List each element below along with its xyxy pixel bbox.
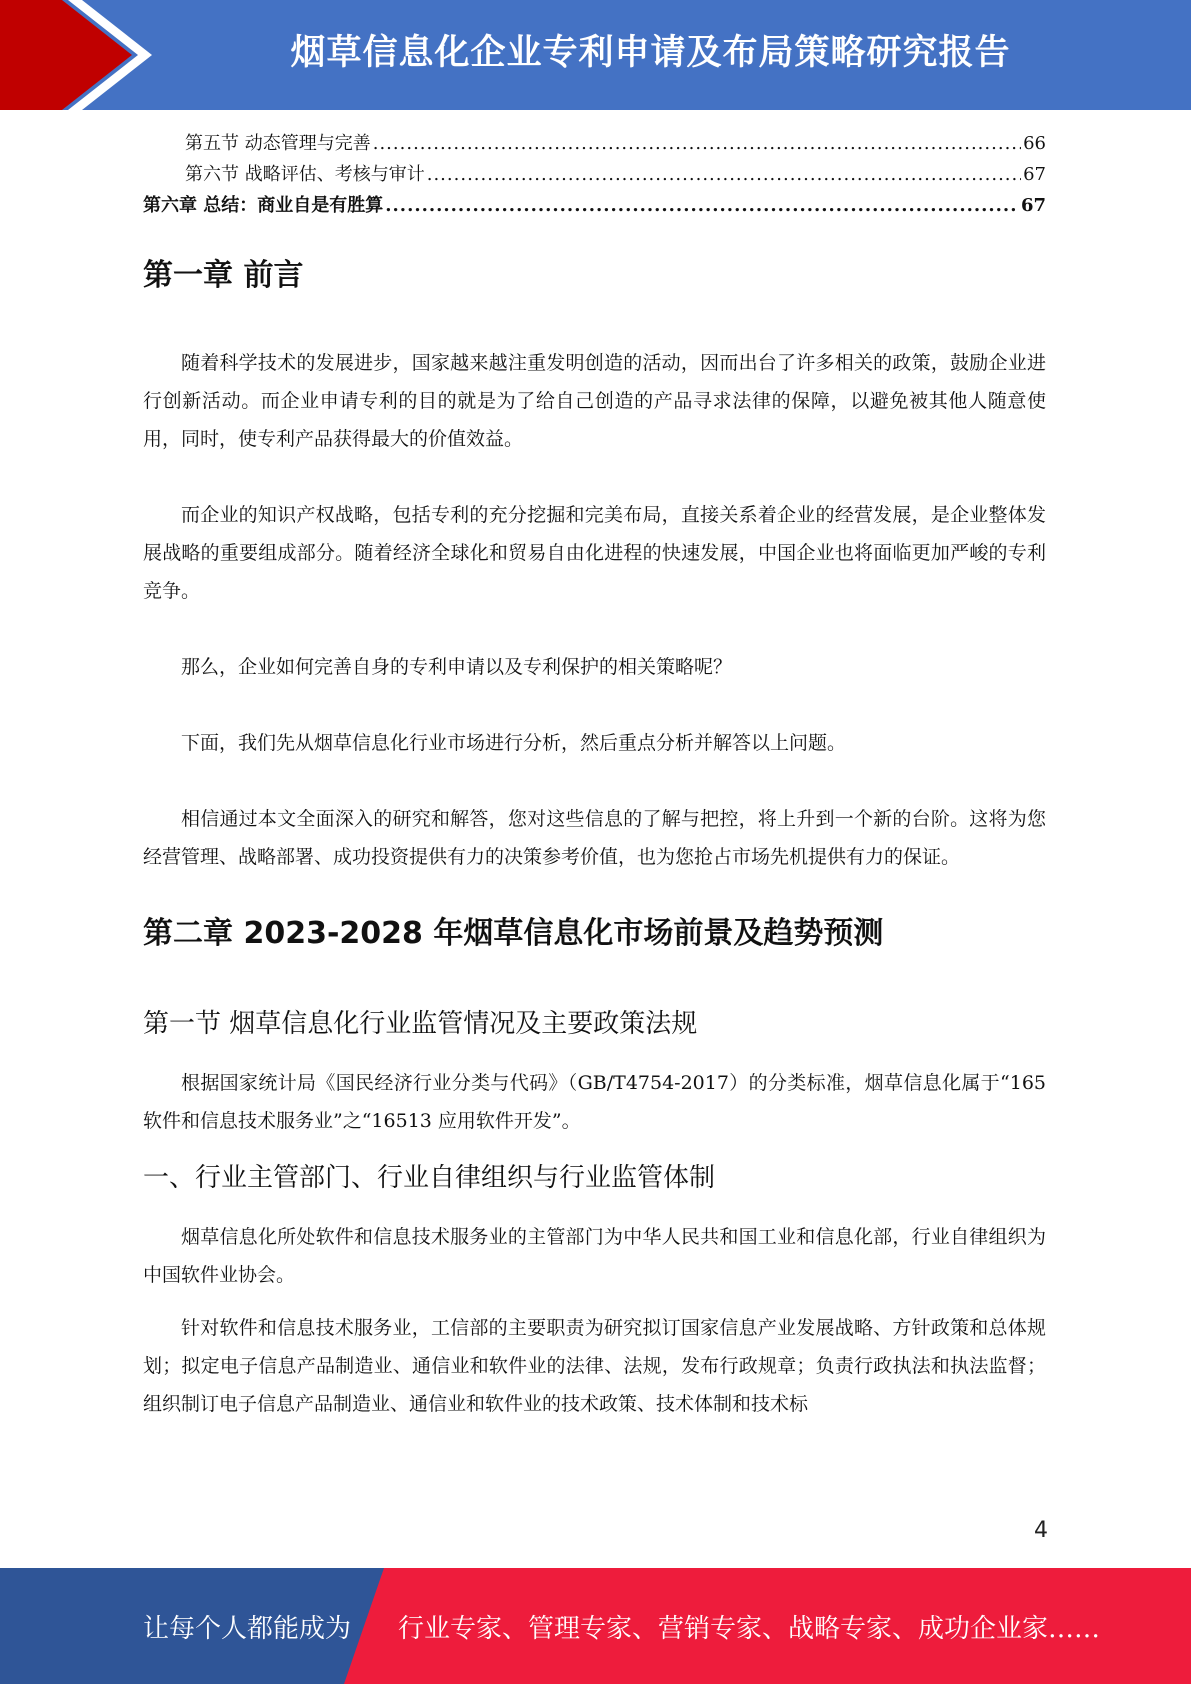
body-paragraph: 而企业的知识产权战略，包括专利的充分挖掘和完美布局，直接关系着企业的经营发展，是企业整体发展战略的重要组成部分。随着经济全球化和贸易自由化进程的快速发展，中国企业也将面临更加严峻的专利竞争。 bbox=[143, 504, 1046, 602]
toc-entry-page: 67 bbox=[1020, 195, 1046, 216]
footer-slogan-left: 让每个人都能成为 bbox=[143, 1613, 352, 1644]
toc-entry[interactable] bbox=[143, 159, 1046, 190]
page-number: 4 bbox=[1034, 1518, 1048, 1543]
body-paragraph: 相信通过本文全面深入的研究和解答，您对这些信息的了解与把控，将上升到一个新的台阶。这将为您经营管理、战略部署、成功投资提供有力的决策参考价值，也为您抢占市场先机提供有力的保证。 bbox=[143, 808, 1046, 868]
chapter-heading: 第二章 2023-2028 年烟草信息化市场前景及趋势预测 bbox=[143, 916, 884, 951]
body-paragraph: 针对软件和信息技术服务业，工信部的主要职责为研究拟订国家信息产业发展战略、方针政策和总体规划；拟定电子信息产品制造业、通信业和软件业的法律、法规，发布行政规章；负责行政执法和执法监督；组织制订电子信息产品制造业、通信业和软件业的技术政策、技术体制和技术标 bbox=[143, 1317, 1046, 1415]
section-heading: 第一节 烟草信息化行业监管情况及主要政策法规 bbox=[143, 1009, 698, 1039]
page-content bbox=[143, 128, 1046, 1423]
toc-entry[interactable] bbox=[143, 128, 1046, 159]
toc-entry[interactable] bbox=[143, 190, 1046, 221]
toc-leader-dots bbox=[373, 128, 1021, 159]
body-paragraph: 烟草信息化所处软件和信息技术服务业的主管部门为中华人民共和国工业和信息化部，行业自律组织为中国软件业协会。 bbox=[143, 1226, 1046, 1286]
toc-entry-page: 67 bbox=[1023, 164, 1046, 185]
chevron-arrow-icon bbox=[0, 0, 160, 110]
body-paragraph: 随着科学技术的发展进步，国家越来越注重发明创造的活动，因而出台了许多相关的政策，鼓励企业进行创新活动。而企业申请专利的目的就是为了给自己创造的产品寻求法律的保障，以避免被其他人随意使用，同时，使专利产品获得最大的价值效益。 bbox=[143, 352, 1046, 450]
table-of-contents bbox=[143, 128, 1046, 221]
chapter-heading: 第一章 前言 bbox=[143, 258, 304, 293]
toc-entry-label: 第五节 动态管理与完善 bbox=[185, 133, 371, 154]
report-title: 烟草信息化企业专利申请及布局策略研究报告 bbox=[290, 33, 1011, 73]
body-paragraph: 根据国家统计局《国民经济行业分类与代码》（GB/T4754-2017）的分类标准，烟草信息化属于“165 软件和信息技术服务业”之“16513 应用软件开发”。 bbox=[143, 1072, 1046, 1132]
footer-slogan-right: 行业专家、管理专家、营销专家、战略专家、成功企业家…… bbox=[398, 1613, 1101, 1644]
header-banner bbox=[0, 0, 1191, 110]
body-paragraph: 下面，我们先从烟草信息化行业市场进行分析，然后重点分析并解答以上问题。 bbox=[181, 732, 847, 754]
toc-leader-dots bbox=[385, 190, 1019, 221]
toc-entry-page: 66 bbox=[1023, 133, 1046, 154]
toc-leader-dots bbox=[427, 159, 1021, 190]
toc-entry-label: 第六节 战略评估、考核与审计 bbox=[185, 164, 425, 185]
footer-banner bbox=[0, 1568, 1191, 1684]
toc-entry-label: 第六章 总结：商业自是有胜算 bbox=[143, 195, 384, 216]
subsection-heading: 一、行业主管部门、行业自律组织与行业监管体制 bbox=[143, 1163, 716, 1193]
body-paragraph: 那么，企业如何完善自身的专利申请以及专利保护的相关策略呢？ bbox=[181, 656, 733, 678]
